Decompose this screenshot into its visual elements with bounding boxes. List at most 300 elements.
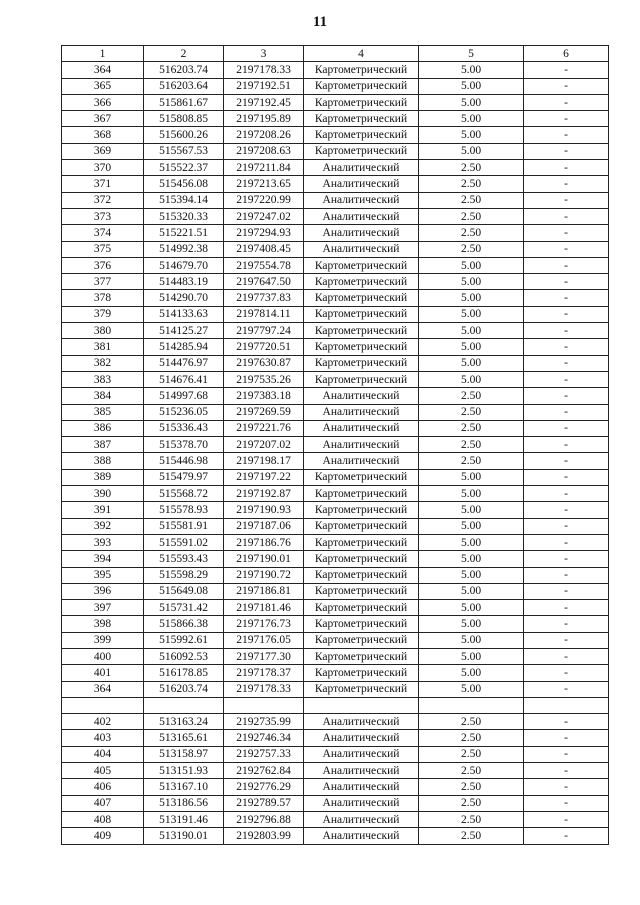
y-coordinate-cell: 2197269.59	[224, 404, 304, 420]
y-coordinate-cell: 2197176.05	[224, 632, 304, 648]
point-number-cell: 364	[62, 62, 144, 78]
note-cell: -	[524, 665, 609, 681]
accuracy-cell: 2.50	[419, 388, 524, 404]
y-coordinate-cell: 2197181.46	[224, 600, 304, 616]
y-coordinate-cell: 2192796.88	[224, 811, 304, 827]
note-cell: -	[524, 225, 609, 241]
y-coordinate-cell: 2197535.26	[224, 371, 304, 387]
column-header: 2	[144, 46, 224, 62]
table-row	[62, 78, 609, 94]
y-coordinate-cell: 2197208.26	[224, 127, 304, 143]
x-coordinate-cell: 515336.43	[144, 420, 224, 436]
method-cell	[304, 697, 419, 713]
y-coordinate-cell: 2197211.84	[224, 160, 304, 176]
point-number-cell: 405	[62, 763, 144, 779]
x-coordinate-cell: 515394.14	[144, 192, 224, 208]
x-coordinate-cell: 513186.56	[144, 795, 224, 811]
note-cell: -	[524, 420, 609, 436]
accuracy-cell: 2.50	[419, 241, 524, 257]
accuracy-cell: 5.00	[419, 665, 524, 681]
y-coordinate-cell: 2197647.50	[224, 274, 304, 290]
y-coordinate-cell: 2197814.11	[224, 306, 304, 322]
point-number-cell: 374	[62, 225, 144, 241]
point-number-cell: 373	[62, 208, 144, 224]
note-cell: -	[524, 714, 609, 730]
table-row	[62, 600, 609, 616]
note-cell: -	[524, 388, 609, 404]
method-cell: Картометрический	[304, 534, 419, 550]
accuracy-cell: 2.50	[419, 730, 524, 746]
table-row	[62, 192, 609, 208]
note-cell: -	[524, 257, 609, 273]
x-coordinate-cell: 514679.70	[144, 257, 224, 273]
table-row	[62, 437, 609, 453]
method-cell: Картометрический	[304, 486, 419, 502]
method-cell: Картометрический	[304, 323, 419, 339]
method-cell: Картометрический	[304, 62, 419, 78]
table-row	[62, 730, 609, 746]
note-cell: -	[524, 502, 609, 518]
x-coordinate-cell: 515866.38	[144, 616, 224, 632]
accuracy-cell: 2.50	[419, 714, 524, 730]
y-coordinate-cell: 2197192.45	[224, 94, 304, 110]
accuracy-cell: 2.50	[419, 192, 524, 208]
point-number-cell: 404	[62, 746, 144, 762]
x-coordinate-cell: 515591.02	[144, 534, 224, 550]
point-number-cell: 376	[62, 257, 144, 273]
accuracy-cell: 5.00	[419, 290, 524, 306]
y-coordinate-cell: 2197192.51	[224, 78, 304, 94]
x-coordinate-cell: 513151.93	[144, 763, 224, 779]
table-row	[62, 828, 609, 844]
point-number-cell: 383	[62, 371, 144, 387]
note-cell: -	[524, 208, 609, 224]
y-coordinate-cell: 2197208.63	[224, 143, 304, 159]
accuracy-cell: 5.00	[419, 143, 524, 159]
x-coordinate-cell: 513167.10	[144, 779, 224, 795]
x-coordinate-cell: 515456.08	[144, 176, 224, 192]
point-number-cell: 375	[62, 241, 144, 257]
note-cell: -	[524, 437, 609, 453]
x-coordinate-cell: 515236.05	[144, 404, 224, 420]
x-coordinate-cell: 514997.68	[144, 388, 224, 404]
x-coordinate-cell: 515578.93	[144, 502, 224, 518]
x-coordinate-cell: 515731.42	[144, 600, 224, 616]
x-coordinate-cell: 515378.70	[144, 437, 224, 453]
point-number-cell: 401	[62, 665, 144, 681]
method-cell: Картометрический	[304, 502, 419, 518]
table-row	[62, 632, 609, 648]
x-coordinate-cell: 514476.97	[144, 355, 224, 371]
point-number-cell: 384	[62, 388, 144, 404]
note-cell: -	[524, 534, 609, 550]
page-number: 11	[312, 14, 328, 30]
y-coordinate-cell: 2197737.83	[224, 290, 304, 306]
y-coordinate-cell: 2197247.02	[224, 208, 304, 224]
note-cell: -	[524, 551, 609, 567]
table-row	[62, 469, 609, 485]
method-cell: Картометрический	[304, 648, 419, 664]
x-coordinate-cell: 515320.33	[144, 208, 224, 224]
method-cell: Аналитический	[304, 779, 419, 795]
y-coordinate-cell: 2197554.78	[224, 257, 304, 273]
table-row	[62, 746, 609, 762]
y-coordinate-cell: 2192735.99	[224, 714, 304, 730]
method-cell: Аналитический	[304, 795, 419, 811]
x-coordinate-cell: 513190.01	[144, 828, 224, 844]
note-cell: -	[524, 518, 609, 534]
point-number-cell: 402	[62, 714, 144, 730]
note-cell: -	[524, 681, 609, 697]
point-number-cell: 364	[62, 681, 144, 697]
x-coordinate-cell: 514125.27	[144, 323, 224, 339]
accuracy-cell: 5.00	[419, 127, 524, 143]
accuracy-cell: 2.50	[419, 420, 524, 436]
x-coordinate-cell: 514483.19	[144, 274, 224, 290]
table-row	[62, 143, 609, 159]
method-cell: Аналитический	[304, 828, 419, 844]
note-cell: -	[524, 486, 609, 502]
point-number-cell: 388	[62, 453, 144, 469]
x-coordinate-cell: 514676.41	[144, 371, 224, 387]
x-coordinate-cell: 516178.85	[144, 665, 224, 681]
accuracy-cell: 5.00	[419, 534, 524, 550]
point-number-cell: 377	[62, 274, 144, 290]
table-row	[62, 486, 609, 502]
table-row	[62, 616, 609, 632]
point-number-cell: 406	[62, 779, 144, 795]
method-cell: Картометрический	[304, 665, 419, 681]
method-cell: Аналитический	[304, 437, 419, 453]
method-cell: Картометрический	[304, 567, 419, 583]
x-coordinate-cell: 516203.64	[144, 78, 224, 94]
note-cell: -	[524, 779, 609, 795]
y-coordinate-cell: 2197178.33	[224, 62, 304, 78]
y-coordinate-cell: 2197220.99	[224, 192, 304, 208]
x-coordinate-cell: 515861.67	[144, 94, 224, 110]
accuracy-cell: 2.50	[419, 176, 524, 192]
method-cell: Картометрический	[304, 111, 419, 127]
column-header: 4	[304, 46, 419, 62]
point-number-cell: 368	[62, 127, 144, 143]
accuracy-cell: 5.00	[419, 551, 524, 567]
note-cell: -	[524, 567, 609, 583]
x-coordinate-cell: 513158.97	[144, 746, 224, 762]
point-number-cell: 367	[62, 111, 144, 127]
note-cell: -	[524, 355, 609, 371]
point-number-cell: 366	[62, 94, 144, 110]
point-number-cell: 387	[62, 437, 144, 453]
table-row	[62, 795, 609, 811]
method-cell: Картометрический	[304, 257, 419, 273]
table-row	[62, 648, 609, 664]
accuracy-cell: 5.00	[419, 583, 524, 599]
note-cell: -	[524, 404, 609, 420]
point-number-cell: 396	[62, 583, 144, 599]
point-number-cell: 391	[62, 502, 144, 518]
point-number-cell: 365	[62, 78, 144, 94]
point-number-cell: 372	[62, 192, 144, 208]
method-cell: Картометрический	[304, 681, 419, 697]
y-coordinate-cell: 2197190.72	[224, 567, 304, 583]
table-row	[62, 502, 609, 518]
table-row	[62, 208, 609, 224]
accuracy-cell: 2.50	[419, 779, 524, 795]
method-cell: Аналитический	[304, 730, 419, 746]
accuracy-cell: 2.50	[419, 795, 524, 811]
accuracy-cell: 5.00	[419, 355, 524, 371]
table-row	[62, 94, 609, 110]
y-coordinate-cell: 2197190.93	[224, 502, 304, 518]
method-cell: Картометрический	[304, 469, 419, 485]
point-number-cell: 403	[62, 730, 144, 746]
table-row	[62, 697, 609, 713]
x-coordinate-cell: 515446.98	[144, 453, 224, 469]
x-coordinate-cell: 515567.53	[144, 143, 224, 159]
method-cell: Картометрический	[304, 306, 419, 322]
accuracy-cell: 5.00	[419, 616, 524, 632]
accuracy-cell: 2.50	[419, 746, 524, 762]
accuracy-cell: 5.00	[419, 681, 524, 697]
table-row	[62, 567, 609, 583]
y-coordinate-cell: 2192776.29	[224, 779, 304, 795]
y-coordinate-cell: 2192757.33	[224, 746, 304, 762]
point-number-cell: 390	[62, 486, 144, 502]
y-coordinate-cell: 2197294.93	[224, 225, 304, 241]
x-coordinate-cell: 515808.85	[144, 111, 224, 127]
x-coordinate-cell: 516203.74	[144, 62, 224, 78]
column-header: 6	[524, 46, 609, 62]
method-cell: Аналитический	[304, 192, 419, 208]
method-cell: Аналитический	[304, 404, 419, 420]
note-cell: -	[524, 616, 609, 632]
x-coordinate-cell: 515522.37	[144, 160, 224, 176]
accuracy-cell: 5.00	[419, 323, 524, 339]
point-number-cell: 409	[62, 828, 144, 844]
method-cell: Картометрический	[304, 600, 419, 616]
x-coordinate-cell: 514133.63	[144, 306, 224, 322]
table-header-row	[62, 46, 609, 62]
point-number-cell: 399	[62, 632, 144, 648]
accuracy-cell: 2.50	[419, 437, 524, 453]
x-coordinate-cell: 515598.29	[144, 567, 224, 583]
point-number-cell: 398	[62, 616, 144, 632]
accuracy-cell: 2.50	[419, 763, 524, 779]
accuracy-cell: 5.00	[419, 257, 524, 273]
column-header: 1	[62, 46, 144, 62]
method-cell: Аналитический	[304, 420, 419, 436]
table-row	[62, 551, 609, 567]
y-coordinate-cell: 2197408.45	[224, 241, 304, 257]
method-cell: Картометрический	[304, 127, 419, 143]
table-row	[62, 323, 609, 339]
y-coordinate-cell: 2197383.18	[224, 388, 304, 404]
accuracy-cell: 5.00	[419, 648, 524, 664]
note-cell: -	[524, 811, 609, 827]
x-coordinate-cell: 514290.70	[144, 290, 224, 306]
table-row	[62, 518, 609, 534]
note-cell: -	[524, 648, 609, 664]
table-row	[62, 388, 609, 404]
accuracy-cell: 5.00	[419, 62, 524, 78]
x-coordinate-cell: 515479.97	[144, 469, 224, 485]
x-coordinate-cell: 515221.51	[144, 225, 224, 241]
y-coordinate-cell: 2197207.02	[224, 437, 304, 453]
x-coordinate-cell: 513163.24	[144, 714, 224, 730]
method-cell: Аналитический	[304, 714, 419, 730]
y-coordinate-cell: 2197221.76	[224, 420, 304, 436]
method-cell: Картометрический	[304, 94, 419, 110]
y-coordinate-cell: 2197186.81	[224, 583, 304, 599]
point-number-cell: 397	[62, 600, 144, 616]
table-row	[62, 111, 609, 127]
y-coordinate-cell: 2197186.76	[224, 534, 304, 550]
table-row	[62, 404, 609, 420]
note-cell: -	[524, 469, 609, 485]
accuracy-cell: 2.50	[419, 208, 524, 224]
accuracy-cell: 2.50	[419, 160, 524, 176]
y-coordinate-cell: 2197187.06	[224, 518, 304, 534]
y-coordinate-cell: 2197720.51	[224, 339, 304, 355]
point-number-cell: 392	[62, 518, 144, 534]
accuracy-cell: 5.00	[419, 469, 524, 485]
accuracy-cell: 5.00	[419, 632, 524, 648]
method-cell: Аналитический	[304, 160, 419, 176]
point-number-cell: 382	[62, 355, 144, 371]
method-cell: Аналитический	[304, 388, 419, 404]
table-row	[62, 811, 609, 827]
y-coordinate-cell	[224, 697, 304, 713]
table-row	[62, 274, 609, 290]
note-cell: -	[524, 306, 609, 322]
y-coordinate-cell: 2197190.01	[224, 551, 304, 567]
note-cell: -	[524, 453, 609, 469]
point-number-cell: 379	[62, 306, 144, 322]
x-coordinate-cell: 513165.61	[144, 730, 224, 746]
note-cell: -	[524, 746, 609, 762]
y-coordinate-cell: 2192746.34	[224, 730, 304, 746]
table-row	[62, 160, 609, 176]
x-coordinate-cell: 513191.46	[144, 811, 224, 827]
y-coordinate-cell: 2197176.73	[224, 616, 304, 632]
accuracy-cell: 2.50	[419, 828, 524, 844]
note-cell: -	[524, 339, 609, 355]
method-cell: Картометрический	[304, 583, 419, 599]
note-cell: -	[524, 143, 609, 159]
point-number-cell: 369	[62, 143, 144, 159]
accuracy-cell: 5.00	[419, 339, 524, 355]
accuracy-cell: 2.50	[419, 225, 524, 241]
method-cell: Аналитический	[304, 763, 419, 779]
table-row	[62, 665, 609, 681]
note-cell: -	[524, 290, 609, 306]
accuracy-cell: 2.50	[419, 404, 524, 420]
point-number-cell: 370	[62, 160, 144, 176]
note-cell: -	[524, 94, 609, 110]
y-coordinate-cell: 2197178.37	[224, 665, 304, 681]
table-row	[62, 257, 609, 273]
x-coordinate-cell	[144, 697, 224, 713]
point-number-cell: 380	[62, 323, 144, 339]
y-coordinate-cell: 2197198.17	[224, 453, 304, 469]
x-coordinate-cell: 514992.38	[144, 241, 224, 257]
point-number-cell: 394	[62, 551, 144, 567]
note-cell: -	[524, 583, 609, 599]
note-cell	[524, 697, 609, 713]
table-row	[62, 127, 609, 143]
table-row	[62, 339, 609, 355]
accuracy-cell: 2.50	[419, 811, 524, 827]
table-row	[62, 534, 609, 550]
table-row	[62, 681, 609, 697]
coordinates-table	[61, 45, 609, 845]
accuracy-cell: 5.00	[419, 518, 524, 534]
table-body	[62, 62, 609, 844]
method-cell: Картометрический	[304, 143, 419, 159]
accuracy-cell: 5.00	[419, 502, 524, 518]
x-coordinate-cell: 515992.61	[144, 632, 224, 648]
note-cell: -	[524, 192, 609, 208]
y-coordinate-cell: 2192803.99	[224, 828, 304, 844]
point-number-cell: 400	[62, 648, 144, 664]
note-cell: -	[524, 160, 609, 176]
y-coordinate-cell: 2197630.87	[224, 355, 304, 371]
point-number-cell: 408	[62, 811, 144, 827]
accuracy-cell: 5.00	[419, 567, 524, 583]
accuracy-cell: 5.00	[419, 78, 524, 94]
point-number-cell: 378	[62, 290, 144, 306]
method-cell: Аналитический	[304, 241, 419, 257]
table-row	[62, 453, 609, 469]
x-coordinate-cell: 515581.91	[144, 518, 224, 534]
note-cell: -	[524, 241, 609, 257]
y-coordinate-cell: 2197213.65	[224, 176, 304, 192]
table-row	[62, 241, 609, 257]
note-cell: -	[524, 111, 609, 127]
accuracy-cell: 5.00	[419, 94, 524, 110]
y-coordinate-cell: 2197178.33	[224, 681, 304, 697]
y-coordinate-cell: 2197192.87	[224, 486, 304, 502]
x-coordinate-cell: 515593.43	[144, 551, 224, 567]
accuracy-cell: 5.00	[419, 486, 524, 502]
x-coordinate-cell: 515600.26	[144, 127, 224, 143]
accuracy-cell: 5.00	[419, 600, 524, 616]
table-row	[62, 62, 609, 78]
table-row	[62, 583, 609, 599]
point-number-cell: 393	[62, 534, 144, 550]
note-cell: -	[524, 176, 609, 192]
method-cell: Картометрический	[304, 339, 419, 355]
method-cell: Картометрический	[304, 632, 419, 648]
accuracy-cell	[419, 697, 524, 713]
note-cell: -	[524, 828, 609, 844]
point-number-cell: 407	[62, 795, 144, 811]
note-cell: -	[524, 763, 609, 779]
method-cell: Аналитический	[304, 746, 419, 762]
note-cell: -	[524, 730, 609, 746]
table-row	[62, 225, 609, 241]
accuracy-cell: 5.00	[419, 274, 524, 290]
point-number-cell: 371	[62, 176, 144, 192]
table-row	[62, 763, 609, 779]
table-row	[62, 779, 609, 795]
point-number-cell: 395	[62, 567, 144, 583]
note-cell: -	[524, 274, 609, 290]
method-cell: Аналитический	[304, 208, 419, 224]
note-cell: -	[524, 62, 609, 78]
x-coordinate-cell: 516092.53	[144, 648, 224, 664]
y-coordinate-cell: 2192762.84	[224, 763, 304, 779]
